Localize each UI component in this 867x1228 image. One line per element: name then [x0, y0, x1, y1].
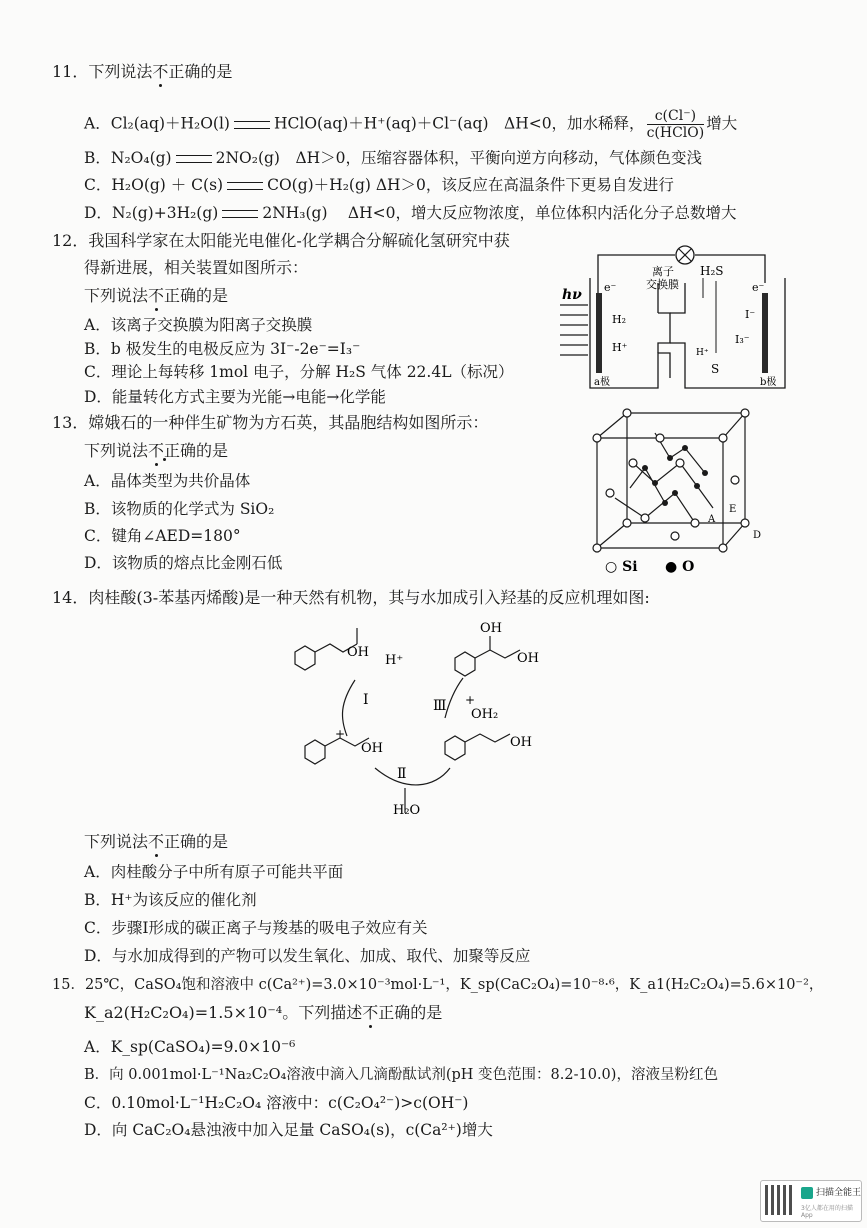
svg-text:a极: a极 [594, 377, 610, 388]
svg-text:S: S [711, 362, 720, 376]
equilibrium-arrow-icon [222, 210, 258, 218]
q12-option-a: A．该离子交换膜为阳离子交换膜 [84, 316, 313, 334]
q14-option-b: B．H⁺为该反应的催化剂 [84, 891, 257, 909]
electrode-a [596, 293, 602, 373]
scanner-logo-icon [801, 1187, 813, 1199]
q13-option-b: B．该物质的化学式为 SiO₂ [84, 500, 275, 518]
emphasis-dot: 不 [152, 62, 169, 81]
q14-option-c: C．步骤Ⅰ形成的碳正离子与羧基的吸电子效应有关 [84, 919, 428, 937]
svg-text:○ Si: ○ Si [605, 559, 638, 575]
svg-text:OH: OH [517, 651, 539, 666]
q11-option-a: A．Cl₂(aq)＋H₂O(l) HClO(aq)＋H⁺(aq)＋Cl⁻(aq) ΔH<0，加水稀释， $\frac{c(Cl^-)}{\text{c(HClO)}}$ 增大 [84, 108, 738, 141]
q14-stem: 14．肉桂酸(3-苯基丙烯酸)是一种天然有机物，其与水加成引入羟基的反应机理如图: [52, 588, 650, 607]
emphasis-dot: 不 [362, 1003, 379, 1022]
q13-option-d: D．该物质的熔点比金刚石低 [84, 554, 283, 572]
svg-text:交换膜: 交换膜 [646, 278, 679, 291]
svg-text:A: A [708, 514, 716, 525]
svg-text:+: + [335, 727, 346, 741]
q12-option-c: C．理论上每转移 1mol 电子，分解 H₂S 气体 22.4L（标况） [84, 363, 514, 381]
q12-stem-2: 得新进展，相关装置如图所示： [84, 258, 309, 277]
svg-text:I⁻: I⁻ [745, 308, 756, 321]
svg-text:● O: ● O [665, 559, 695, 575]
q12-stem-1: 12．我国科学家在太阳能光电催化-化学耦合分解硫化氢研究中获 [52, 231, 510, 250]
svg-text:Ⅰ: Ⅰ [363, 692, 369, 708]
q15-option-a: A．K_sp(CaSO₄)=9.0×10⁻⁶ [84, 1038, 296, 1056]
q15-option-d: D．向 CaC₂O₄悬浊液中加入足量 CaSO₄(s)，c(Ca²⁺)增大 [84, 1121, 493, 1139]
svg-text:OH: OH [347, 645, 369, 660]
svg-text:Ⅲ: Ⅲ [433, 698, 447, 714]
q13-stem: 13．嫦娥石的一种伴生矿物为方石英，其晶胞结构如图所示： [52, 413, 489, 432]
q14-ask: 下列说法不正确的是 [84, 832, 229, 851]
qr-code-icon [765, 1185, 795, 1215]
electrolysis-apparatus-diagram [560, 243, 820, 393]
electrode-b [762, 293, 768, 373]
q15-stem-1: 15．25℃，CaSO₄饱和溶液中 c(Ca²⁺)=3.0×10⁻³mol·L⁻¹，K_sp(CaC₂O₄)=10⁻⁸·⁶，K_a1(H₂C₂O₄)=5.6×10⁻²， [52, 977, 824, 993]
fraction: $\frac{c(Cl^-)}{\text{c(HClO)}}$ [646, 108, 705, 141]
hv-label: hν [562, 287, 582, 303]
equilibrium-arrow-icon [227, 182, 263, 190]
emphasis-dot: 不 [148, 832, 165, 851]
svg-text:OH: OH [510, 735, 532, 750]
q15-stem-2: K_a2(H₂C₂O₄)=1.5×10⁻⁴。下列描述不正确的是 [84, 1003, 443, 1022]
q12-option-d: D．能量转化方式主要为光能→电能→化学能 [84, 388, 386, 406]
emphasis-dot: 不 [148, 441, 165, 460]
q14-option-d: D．与水加成得到的产物可以发生氧化、加成、取代、加聚等反应 [84, 947, 531, 965]
svg-text:+: + [465, 693, 476, 707]
emphasis-dot: 不 [148, 286, 165, 305]
q13-option-a: A．晶体类型为共价晶体 [84, 472, 251, 490]
svg-text:D: D [753, 530, 762, 541]
svg-text:Ⅱ: Ⅱ [397, 766, 407, 782]
svg-text:H⁺: H⁺ [612, 341, 628, 354]
svg-text:b极: b极 [760, 377, 777, 388]
svg-text:OH₂: OH₂ [471, 707, 499, 722]
q11-option-b: B．N₂O₄(g) 2NO₂(g) ΔH＞0，压缩容器体积，平衡向逆方向移动，气体颜色变浅 [84, 149, 703, 167]
q15-option-c: C．0.10mol·L⁻¹H₂C₂O₄ 溶液中：c(C₂O₄²⁻)>c(OH⁻) [84, 1094, 469, 1112]
cell-right [658, 353, 670, 378]
svg-text:H₂: H₂ [612, 313, 627, 326]
crystal-cell-diagram [585, 408, 765, 578]
svg-text:离子: 离子 [652, 265, 674, 278]
reaction-mechanism-diagram [285, 618, 585, 818]
q11-option-d: D．N₂(g)+3H₂(g) 2NH₃(g) ΔH<0，增大反应物浓度，单位体积内活化分子总数增大 [84, 204, 737, 222]
equilibrium-arrow-icon [176, 155, 212, 163]
q14-option-a: A．肉桂酸分子中所有原子可能共平面 [84, 863, 344, 881]
svg-text:H₂S: H₂S [700, 264, 724, 278]
svg-text:I₃⁻: I₃⁻ [735, 333, 750, 346]
light-arrows [560, 305, 588, 355]
scanner-tagline: 3亿人都在用的扫描App [801, 1205, 853, 1219]
svg-text:H⁺: H⁺ [696, 348, 709, 358]
q13-option-c: C．键角∠AED=180° [84, 527, 241, 545]
scanner-watermark [760, 1180, 862, 1222]
svg-text:H₂O: H₂O [393, 803, 421, 818]
q11-option-c: C．H₂O(g) ＋ C(s) CO(g)＋H₂(g) ΔH＞0，该反应在高温条件下更易自发进行 [84, 176, 674, 194]
svg-text:H⁺: H⁺ [385, 653, 404, 668]
q15-option-b: B．向 0.001mol·L⁻¹Na₂C₂O₄溶液中滴入几滴酚酞试剂(pH 变色范围：8.2-10.0)，溶液呈粉红色 [84, 1067, 718, 1083]
svg-text:OH: OH [361, 741, 383, 756]
svg-text:E: E [729, 504, 737, 515]
q12-option-b: B．b 极发生的电极反应为 3I⁻-2e⁻=I₃⁻ [84, 340, 361, 358]
svg-text:OH: OH [480, 621, 502, 636]
q12-ask: 下列说法不正确的是 [84, 286, 229, 305]
svg-text:e⁻: e⁻ [604, 281, 617, 294]
svg-text:e⁻: e⁻ [752, 281, 765, 294]
q11-stem: 11．下列说法不正确的是 [52, 62, 233, 81]
q13-ask: 下列说法不正确的是 [84, 441, 229, 460]
scanner-brand: 扫描全能王 [816, 1188, 862, 1198]
equilibrium-arrow-icon [234, 121, 270, 129]
